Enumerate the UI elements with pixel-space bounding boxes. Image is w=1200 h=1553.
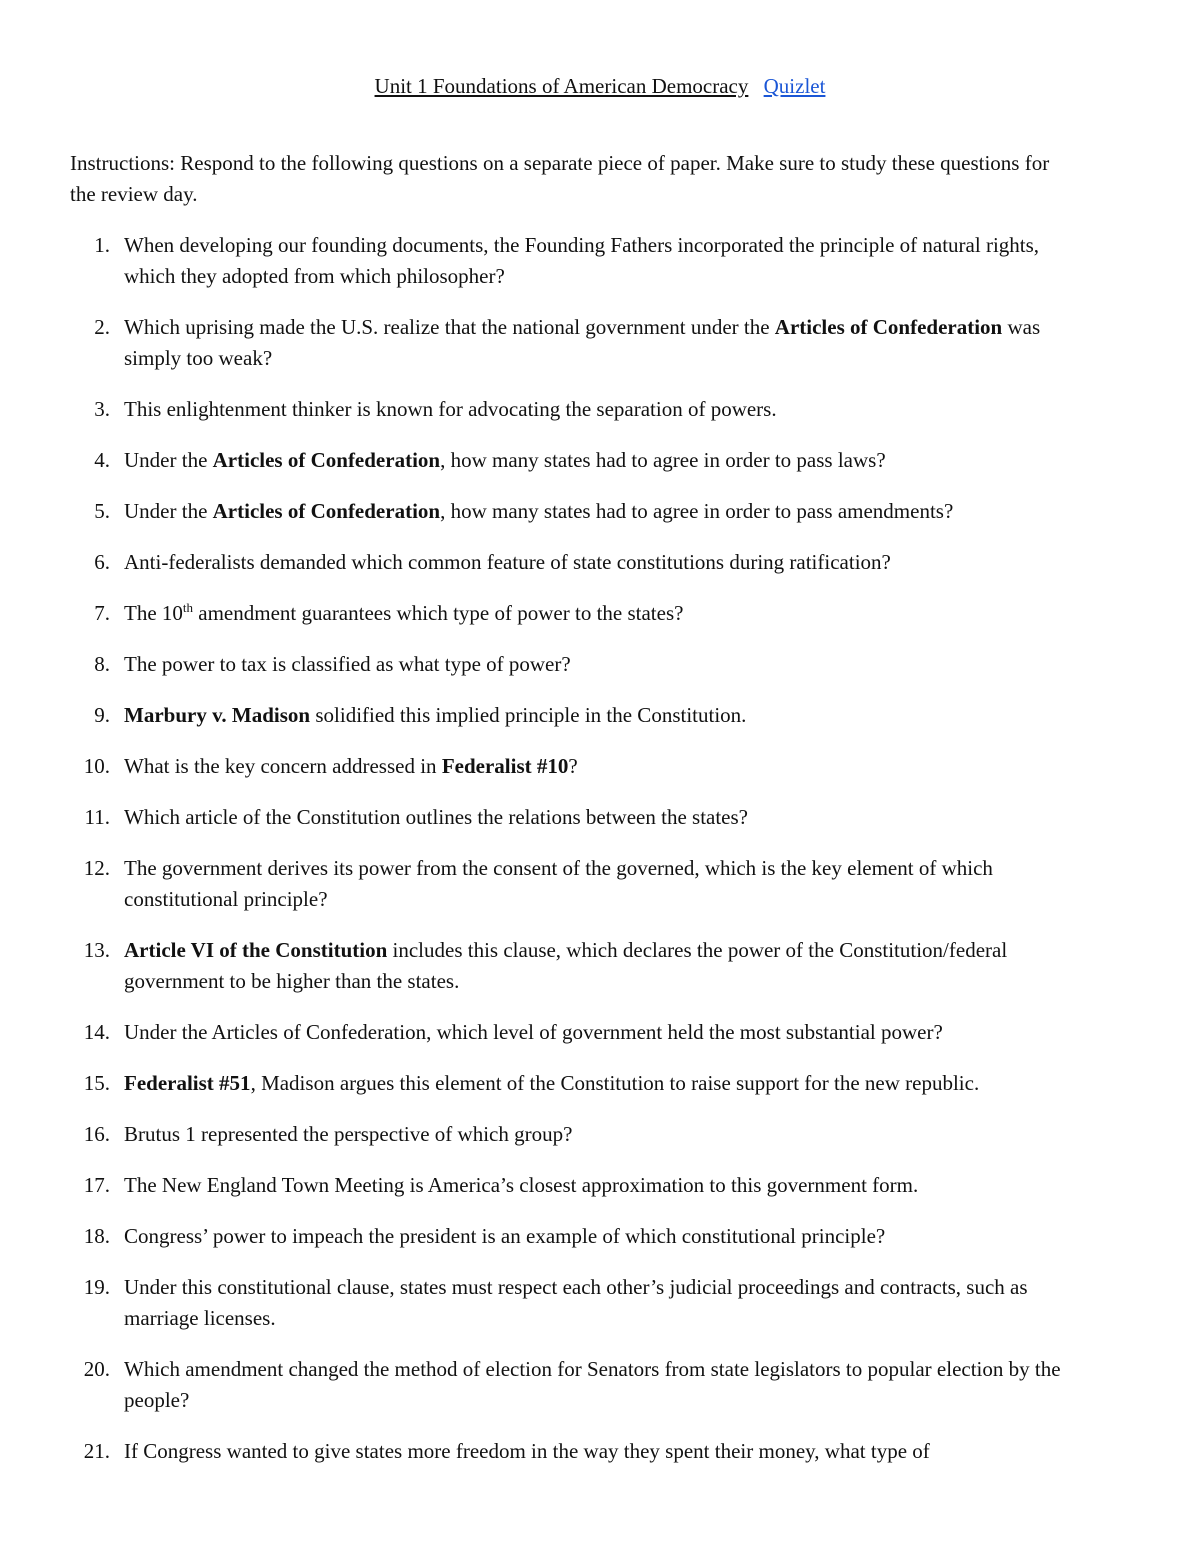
question-number: 11. — [84, 805, 110, 829]
header — [0, 72, 1200, 100]
question-item — [70, 598, 1080, 629]
question-text — [124, 233, 1039, 288]
question-text — [124, 805, 748, 829]
question-number: 5. — [94, 499, 110, 523]
question-text — [124, 1224, 885, 1248]
question-text — [124, 550, 891, 574]
page-title: Unit 1 Foundations of American Democracy — [374, 74, 749, 98]
question-item — [70, 1170, 1080, 1201]
question-number: 2. — [94, 315, 110, 339]
question-item — [70, 1221, 1080, 1252]
question-text-segment: Which uprising made the U.S. realize that the national government under the — [124, 315, 775, 339]
question-item — [70, 1354, 1080, 1416]
instructions-paragraph: Instructions: Respond to the following questions on a separate piece of paper. Make sure to study these questions for the review day. — [70, 151, 1050, 206]
question-number: 17. — [83, 1173, 110, 1197]
question-item — [70, 935, 1080, 997]
question-text-segment: Which amendment changed the method of election for Senators from state legislators to popular election by the people? — [124, 1357, 1061, 1412]
question-item — [70, 700, 1080, 731]
question-number: 1. — [94, 233, 110, 257]
question-text-segment: The 10 — [124, 601, 183, 625]
question-text-segment: Under the — [124, 499, 213, 523]
question-number: 13. — [83, 938, 110, 962]
question-text-segment: Under the Articles of Confederation, which level of government held the most substantial power? — [124, 1020, 943, 1044]
question-text-segment: Which article of the Constitution outlines the relations between the states? — [124, 805, 748, 829]
question-text — [124, 601, 683, 625]
question-text — [124, 1275, 1028, 1330]
question-text-segment: What is the key concern addressed in — [124, 754, 442, 778]
question-text-segment: The power to tax is classified as what type of power? — [124, 652, 571, 676]
question-text-segment: The New England Town Meeting is America’s closest approximation to this government form. — [124, 1173, 919, 1197]
question-item — [70, 230, 1080, 292]
question-text — [124, 1020, 943, 1044]
bold-term: Federalist #51 — [124, 1071, 251, 1095]
question-text-segment: If Congress wanted to give states more freedom in the way they spent their money, what type of — [124, 1439, 930, 1463]
question-number: 19. — [83, 1275, 110, 1299]
question-number: 4. — [94, 448, 110, 472]
question-text-segment: was simply too weak? — [124, 315, 1041, 370]
question-item — [70, 394, 1080, 425]
question-text-segment: solidified this implied principle in the Constitution. — [310, 703, 747, 727]
question-number: 7. — [94, 601, 110, 625]
question-text — [124, 703, 746, 727]
question-number: 16. — [83, 1122, 110, 1146]
question-item — [70, 312, 1080, 374]
question-text-segment: , how many states had to agree in order to pass amendments? — [440, 499, 954, 523]
question-number: 18. — [83, 1224, 110, 1248]
question-item — [70, 496, 1080, 527]
question-number: 21. — [83, 1439, 110, 1463]
question-text — [124, 938, 1007, 993]
question-text-segment: The government derives its power from the consent of the governed, which is the key element of which constitutional principle? — [124, 856, 993, 911]
question-list — [70, 230, 1080, 1487]
question-number: 8. — [94, 652, 110, 676]
question-item — [70, 751, 1080, 782]
question-number: 12. — [83, 856, 110, 880]
question-item — [70, 1017, 1080, 1048]
question-item — [70, 853, 1080, 915]
question-text-segment: ? — [568, 754, 578, 778]
bold-term: Article VI of the Constitution — [124, 938, 388, 962]
question-number: 15. — [83, 1071, 110, 1095]
question-text — [124, 448, 886, 472]
bold-term: Federalist #10 — [441, 754, 569, 778]
question-text — [124, 499, 953, 523]
bold-term: Articles of Confederation — [212, 448, 441, 472]
question-text — [124, 1071, 979, 1095]
question-item — [70, 445, 1080, 476]
question-text-segment: Brutus 1 represented the perspective of which group? — [124, 1122, 573, 1146]
question-text-segment: When developing our founding documents, the Founding Fathers incorporated the principle of natural rights, which they adopted from which philosopher? — [124, 233, 1040, 288]
question-text-segment: This enlightenment thinker is known for advocating the separation of powers. — [124, 397, 777, 421]
question-text-segment: Anti-federalists demanded which common feature of state constitutions during ratification? — [124, 550, 891, 574]
question-text — [124, 754, 578, 778]
question-text — [124, 1173, 918, 1197]
question-text — [124, 1439, 930, 1463]
question-text-segment: , how many states had to agree in order to pass laws? — [440, 448, 886, 472]
question-item — [70, 547, 1080, 578]
question-text-segment: Under this constitutional clause, states must respect each other’s judicial proceedings and contracts, such as marriage licenses. — [124, 1275, 1028, 1330]
question-text — [124, 315, 1040, 370]
question-number: 10. — [83, 754, 110, 778]
bold-term: Articles of Confederation — [774, 315, 1003, 339]
question-number: 14. — [83, 1020, 110, 1044]
question-number: 9. — [94, 703, 110, 727]
question-item — [70, 649, 1080, 680]
question-item — [70, 1068, 1080, 1099]
question-text-segment: includes this clause, which declares the power of the Constitution/federal government to be higher than the states. — [124, 938, 1008, 993]
quizlet-link[interactable]: Quizlet — [763, 74, 826, 98]
question-text — [124, 652, 571, 676]
ordinal-suffix: th — [182, 600, 194, 615]
question-text — [124, 1357, 1061, 1412]
question-item — [70, 1436, 1080, 1467]
question-text-segment: amendment guarantees which type of power to the states? — [193, 601, 684, 625]
question-item — [70, 1272, 1080, 1334]
question-number: 3. — [94, 397, 110, 421]
question-number: 20. — [83, 1357, 110, 1381]
question-text-segment: , Madison argues this element of the Constitution to raise support for the new republic. — [250, 1071, 980, 1095]
bold-term: Marbury v. Madison — [124, 703, 311, 727]
question-item — [70, 1119, 1080, 1150]
question-text — [124, 397, 777, 421]
question-text-segment: Congress’ power to impeach the president is an example of which constitutional principle? — [124, 1224, 886, 1248]
question-number: 6. — [94, 550, 110, 574]
question-text — [124, 856, 993, 911]
question-text-segment: Under the — [124, 448, 213, 472]
question-text — [124, 1122, 572, 1146]
question-item — [70, 802, 1080, 833]
bold-term: Articles of Confederation — [212, 499, 441, 523]
